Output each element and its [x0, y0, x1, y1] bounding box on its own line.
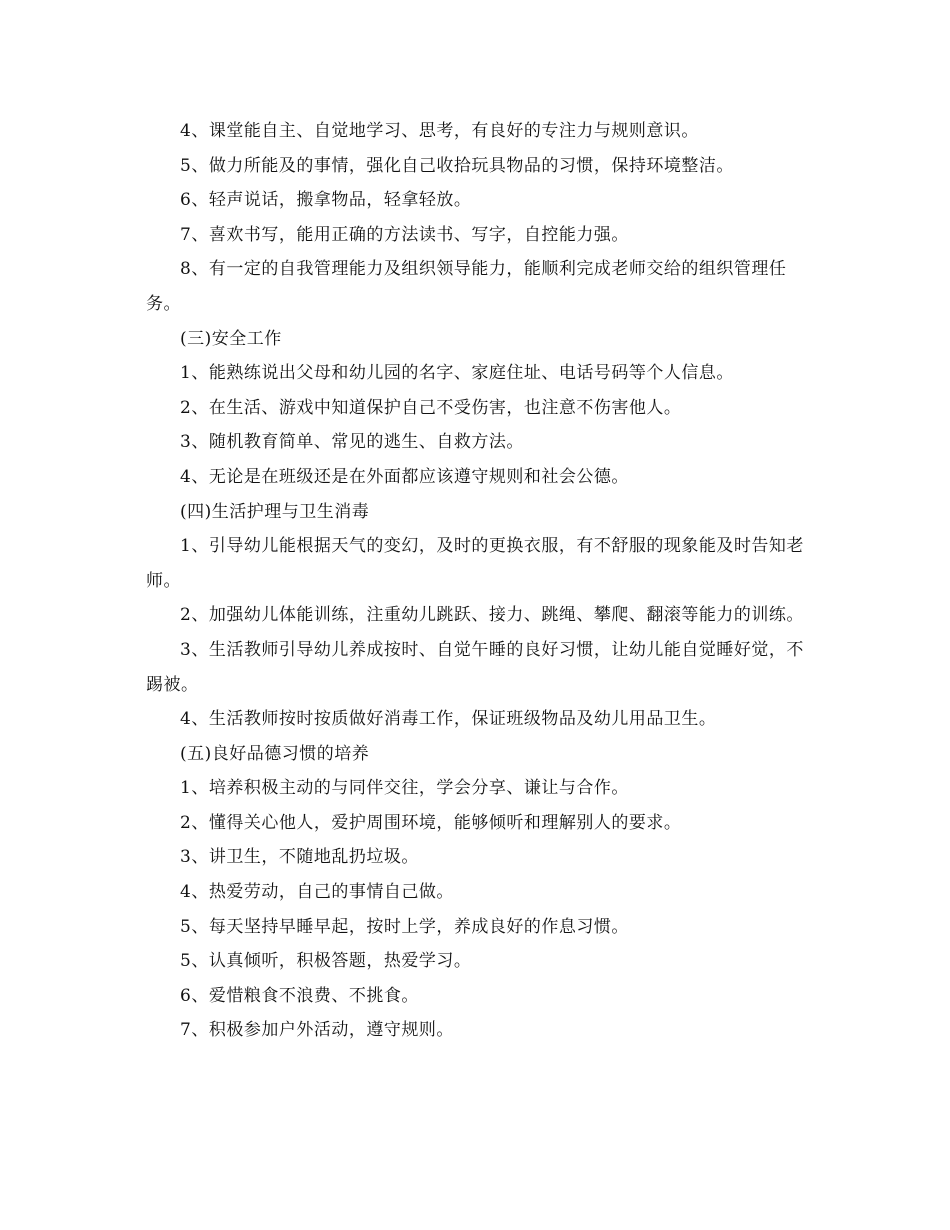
list-item: 6、爱惜粮食不浪费、不挑食。	[180, 985, 419, 1006]
list-item: 6、轻声说话，搬拿物品，轻拿轻放。	[180, 190, 472, 211]
list-item: 5、做力所能及的事情，强化自己收拾玩具物品的习惯，保持环境整洁。	[180, 155, 734, 176]
list-item: 5、认真倾听，积极答题，热爱学习。	[180, 951, 472, 972]
list-item: 2、在生活、游戏中知道保护自己不受伤害，也注意不伤害他人。	[180, 397, 682, 418]
list-item: 3、随机教育简单、常见的逃生、自救方法。	[180, 432, 524, 453]
list-item: 7、积极参加户外活动，遵守规则。	[180, 1020, 454, 1041]
list-item: 4、热爱劳动，自己的事情自己做。	[180, 882, 454, 903]
list-item: 1、培养积极主动的与同伴交往，学会分享、谦让与合作。	[180, 778, 629, 799]
list-item: 4、课堂能自主、自觉地学习、思考，有良好的专注力与规则意识。	[180, 121, 699, 141]
section-heading-moral-habits: (五)良好品德习惯的培养	[180, 743, 370, 764]
list-item: 1、引导幼儿能根据天气的变幻，及时的更换衣服，有不舒服的现象能及时告知老师。	[146, 536, 804, 591]
section-heading-care-hygiene: (四)生活护理与卫生消毒	[180, 501, 370, 522]
list-item: 3、讲卫生，不随地乱扔垃圾。	[180, 847, 419, 868]
list-item: 7、喜欢书写，能用正确的方法读书、写字，自控能力强。	[180, 224, 629, 245]
list-item: 8、有一定的自我管理能力及组织领导能力，能顺利完成老师交给的组织管理任务。	[146, 259, 787, 314]
list-item: 1、能熟练说出父母和幼儿园的名字、家庭住址、电话号码等个人信息。	[180, 363, 734, 384]
document-body	[146, 114, 806, 1048]
list-item: 2、加强幼儿体能训练，注重幼儿跳跃、接力、跳绳、攀爬、翻滚等能力的训练。	[180, 605, 804, 626]
list-item: 5、每天坚持早睡早起，按时上学，养成良好的作息习惯。	[180, 916, 629, 937]
list-item: 3、生活教师引导幼儿养成按时、自觉午睡的良好习惯，让幼儿能自觉睡好觉，不踢被。	[146, 639, 804, 695]
list-item: 2、懂得关心他人，爱护周围环境，能够倾听和理解别人的要求。	[180, 812, 682, 833]
section-heading-safety: (三)安全工作	[180, 328, 282, 349]
list-item: 4、生活教师按时按质做好消毒工作，保证班级物品及幼儿用品卫生。	[180, 709, 717, 730]
list-item: 4、无论是在班级还是在外面都应该遵守规则和社会公德。	[180, 466, 629, 487]
